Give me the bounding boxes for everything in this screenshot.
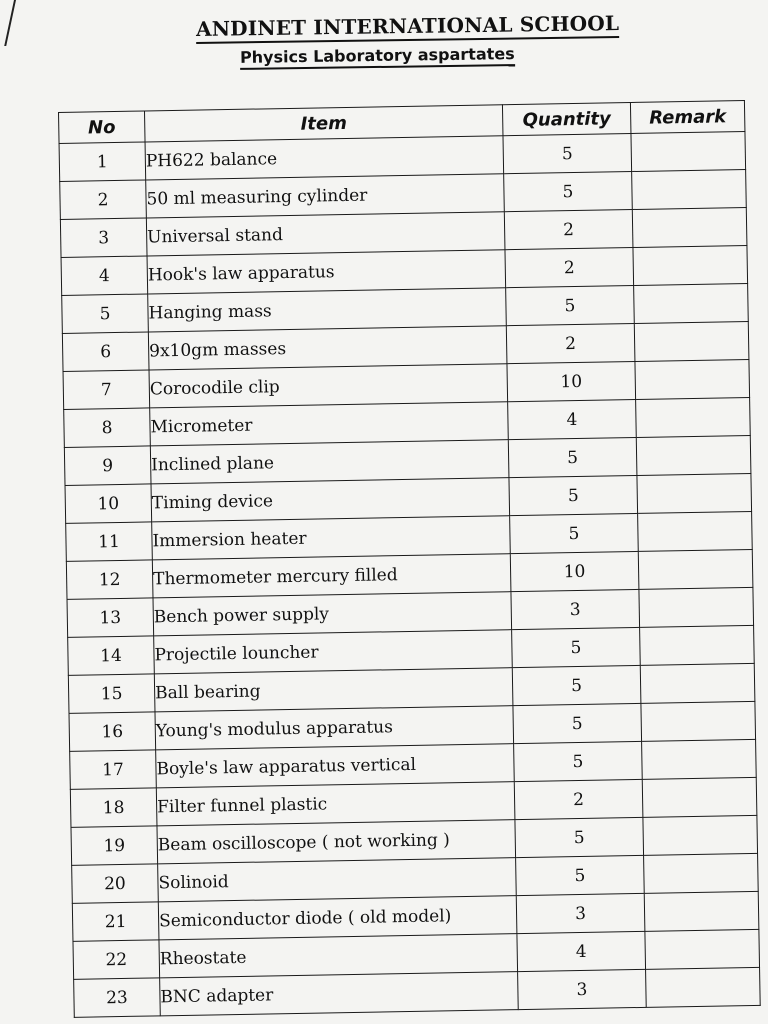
row-quantity: 2 [505, 247, 634, 287]
row-item-name: Universal stand [146, 212, 505, 256]
row-remark [641, 701, 756, 741]
row-number: 8 [64, 408, 151, 447]
row-remark [636, 435, 751, 475]
row-number: 21 [72, 902, 159, 941]
row-item-name: Inclined plane [150, 440, 509, 484]
row-item-name: Projectile louncher [154, 630, 513, 674]
inventory-table [58, 100, 761, 1018]
row-number: 12 [66, 560, 153, 599]
row-item-name: Filter funnel plastic [156, 782, 515, 826]
row-remark [644, 891, 759, 931]
column-header-item: Item [144, 105, 502, 142]
row-item-name: 9x10gm masses [148, 326, 507, 370]
row-remark [638, 511, 753, 551]
row-remark [632, 170, 747, 210]
row-quantity: 5 [513, 703, 642, 743]
row-number: 7 [63, 370, 150, 409]
row-number: 19 [71, 826, 158, 865]
row-item-name: Hanging mass [148, 288, 507, 332]
row-item-name: Hook's law apparatus [147, 250, 506, 294]
row-remark [646, 967, 761, 1007]
row-item-name: Beam oscilloscope ( not working ) [157, 820, 516, 864]
row-item-name: BNC adapter [160, 972, 519, 1016]
row-remark [640, 663, 755, 703]
row-item-name: Bench power supply [153, 592, 512, 636]
row-item-name: Thermometer mercury filled [152, 554, 511, 598]
row-quantity: 4 [508, 399, 637, 439]
row-number: 11 [66, 522, 153, 561]
row-number: 9 [64, 446, 151, 485]
column-header-no: No [59, 111, 146, 143]
inventory-sheet [58, 100, 760, 1020]
row-item-name: Timing device [151, 478, 510, 522]
row-quantity: 3 [511, 589, 640, 629]
row-item-name: Ball bearing [154, 668, 513, 712]
row-quantity: 5 [504, 171, 633, 211]
row-item-name: Boyle's law apparatus vertical [156, 744, 515, 788]
row-remark [631, 132, 746, 172]
row-remark [633, 245, 748, 285]
row-number: 18 [70, 788, 157, 827]
row-remark [634, 321, 749, 361]
row-item-name: Immersion heater [152, 516, 511, 560]
row-item-name: Rheostate [159, 934, 518, 978]
row-remark [639, 587, 754, 627]
row-number: 23 [74, 978, 161, 1017]
row-quantity: 5 [508, 437, 637, 477]
row-number: 15 [68, 674, 155, 713]
row-number: 14 [68, 636, 155, 675]
row-remark [636, 397, 751, 437]
row-remark [642, 739, 757, 779]
row-number: 10 [65, 484, 152, 523]
row-quantity: 10 [507, 361, 636, 401]
document-subtitle: Physics Laboratory aspartates [240, 44, 515, 70]
row-item-name: Micrometer [150, 402, 509, 446]
row-remark [632, 208, 747, 248]
row-remark [645, 929, 760, 969]
row-remark [640, 625, 755, 665]
row-number: 2 [60, 180, 147, 219]
row-remark [638, 549, 753, 589]
row-number: 17 [70, 750, 157, 789]
row-quantity: 5 [512, 665, 641, 705]
row-item-name: Young's modulus apparatus [155, 706, 514, 750]
row-quantity: 5 [515, 817, 644, 857]
row-quantity: 5 [509, 475, 638, 515]
row-number: 13 [67, 598, 154, 637]
column-header-remark: Remark [630, 101, 745, 134]
row-item-name: 50 ml measuring cylinder [146, 174, 505, 218]
row-remark [634, 283, 749, 323]
row-number: 6 [62, 332, 149, 371]
row-number: 22 [73, 940, 160, 979]
margin-pen-mark [0, 0, 16, 46]
row-number: 3 [60, 218, 147, 257]
row-quantity: 3 [518, 969, 647, 1009]
row-item-name: Corocodile clip [149, 364, 508, 408]
row-number: 16 [69, 712, 156, 751]
row-quantity: 2 [514, 779, 643, 819]
school-name: ANDINET INTERNATIONAL SCHOOL [196, 11, 620, 44]
row-quantity: 3 [516, 893, 645, 933]
row-quantity: 5 [512, 627, 641, 667]
row-remark [637, 473, 752, 513]
row-quantity: 10 [510, 551, 639, 591]
row-remark [635, 359, 750, 399]
row-quantity: 5 [503, 134, 632, 174]
row-quantity: 2 [504, 209, 633, 249]
row-quantity: 5 [514, 741, 643, 781]
column-header-quantity: Quantity [502, 103, 631, 136]
row-quantity: 5 [506, 285, 635, 325]
row-quantity: 4 [517, 931, 646, 971]
row-item-name: Solinoid [158, 858, 517, 902]
row-item-name: Semiconductor diode ( old model) [158, 896, 517, 940]
row-number: 5 [62, 294, 149, 333]
row-remark [644, 853, 759, 893]
row-number: 4 [61, 256, 148, 295]
row-number: 1 [59, 142, 146, 181]
row-quantity: 5 [516, 855, 645, 895]
row-quantity: 5 [510, 513, 639, 553]
row-item-name: PH622 balance [145, 136, 504, 180]
row-number: 20 [72, 864, 159, 903]
row-remark [642, 777, 757, 817]
row-remark [643, 815, 758, 855]
table-body [59, 132, 760, 1018]
row-quantity: 2 [506, 323, 635, 363]
